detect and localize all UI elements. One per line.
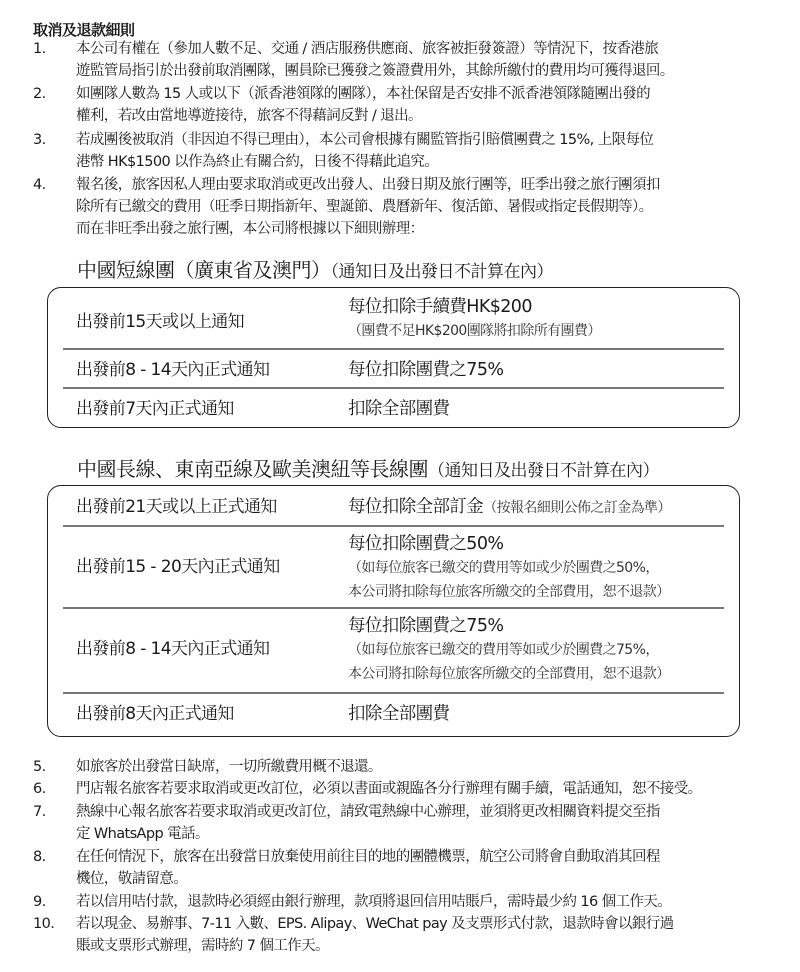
table-row-notice: 出發前15天或以上通知 [76, 312, 245, 332]
table-row-notice: 出發前15 - 20天內正式通知 [76, 557, 280, 577]
item-number: 7. [33, 804, 46, 820]
item-number: 9. [33, 894, 46, 910]
section1-title: 中國短線團（廣東省及澳門） [77, 258, 331, 282]
item-line: 除所有已繳交的費用（旺季日期指新年、聖誕節、農曆新年、復活節、暑假或指定長假期等）。 [76, 199, 653, 215]
item-number: 6. [33, 781, 46, 797]
row-divider [63, 387, 724, 389]
table-row-notice: 出發前8 - 14天內正式通知 [76, 639, 270, 659]
row-divider [63, 607, 724, 609]
row-divider [63, 348, 724, 350]
item-number: 1. [33, 41, 46, 57]
section2-title: 中國長線、東南亞線及歐美澳紐等長線團 [77, 457, 428, 481]
item-number: 8. [33, 849, 46, 865]
charge-note: （如每位旅客已繳交的費用等如或少於團費之75%， [348, 642, 659, 658]
item-number: 3. [33, 132, 46, 148]
charge-note: （如每位旅客已繳交的費用等如或少於團費之50%， [348, 560, 659, 576]
charge-note: 本公司將扣除每位旅客所繳交的全部費用，恕不退款） [348, 584, 670, 600]
section1-note: （通知日及出發日不計算在內） [330, 262, 553, 282]
section1-table [47, 287, 740, 428]
item-line: 機位，敬請留意。 [76, 871, 188, 887]
table-row-notice: 出發前7天內正式通知 [76, 399, 234, 419]
item-line: 門店報名旅客若要求取消或更改訂位，必須以書面或親臨各分行辦理有關手續，電話通知，恕不接受。 [76, 781, 702, 797]
charge-note: （按報名細則公佈之訂金為準） [483, 500, 671, 516]
item-line: 報名後，旅客因私人理由要求取消或更改出發人、出發日期及旅行團等，旺季出發之旅行團須扣 [76, 177, 660, 193]
page-title: 取消及退款細則 [33, 21, 135, 39]
item-line: 定 WhatsApp 電話。 [76, 826, 209, 842]
charge-note: （團費不足HK$200團隊將扣除所有團費） [348, 323, 601, 339]
item-line: 在任何情況下，旅客在出發當日放棄使用前往目的地的團體機票，航空公司將會自動取消其回程 [76, 849, 660, 865]
item-line: 遊監管局指引於出發前取消團隊，團員除已獲發之簽證費用外，其餘所繳付的費用均可獲得退回。 [76, 63, 674, 79]
section2-heading [77, 453, 659, 482]
item-line: 本公司有權在（參加人數不足、交通 / 酒店服務供應商、旅客被拒發簽證）等情況下，按香港旅 [76, 41, 659, 57]
charge-text: 每位扣除全部訂金 [348, 497, 484, 517]
charge-text: 每位扣除團費之75% [348, 616, 504, 636]
item-line: 若以現金、易辦事、7-11 入數、EPS. Alipay、WeChat pay 及支票形式付款，退款時會以銀行過 [76, 916, 674, 932]
charge-text: 扣除全部團費 [348, 704, 450, 724]
section1-heading [77, 254, 553, 283]
table-row-notice: 出發前8天內正式通知 [76, 704, 234, 724]
charge-text: 扣除全部團費 [348, 399, 450, 419]
charge-text: 每位扣除團費之75% [348, 360, 504, 380]
item-line: 若成團後被取消（非因迫不得已理由），本公司會根據有關監管指引賠償團費之 15%, 上限每位 [76, 132, 654, 148]
item-line: 如旅客於出發當日缺席，一切所繳費用概不退還。 [76, 759, 382, 775]
row-divider [63, 525, 724, 527]
item-line: 而在非旺季出發之旅行團，本公司將根據以下細則辦理： [76, 221, 424, 237]
item-number: 5. [33, 759, 46, 775]
item-line: 如團隊人數為 15 人或以下（派香港領隊的團隊），本社保留是否安排不派香港領隊隨團出發的 [76, 86, 651, 102]
charge-note: 本公司將扣除每位旅客所繳交的全部費用，恕不退款） [348, 666, 670, 682]
table-row-notice: 出發前21天或以上正式通知 [76, 497, 277, 517]
item-line: 若以信用咭付款，退款時必須經由銀行辦理，款項將退回信用咭賬戶，需時最少約 16 個工作天。 [76, 894, 672, 910]
item-number: 2. [33, 86, 46, 102]
item-line: 港幣 HK$1500 以作為終止有關合約，日後不得藉此追究。 [76, 154, 439, 170]
charge-text: 每位扣除手續費HK$200 [348, 297, 532, 317]
item-line: 權利，若改由當地導遊接待，旅客不得藉詞反對 / 退出。 [76, 108, 422, 124]
item-number: 10. [33, 916, 55, 932]
item-line: 熱線中心報名旅客若要求取消或更改訂位，請致電熱線中心辦理，並須將更改相關資料提交至指 [76, 804, 660, 820]
item-line: 賬或支票形式辦理，需時約 7 個工作天。 [76, 938, 329, 954]
item-number: 4. [33, 177, 46, 193]
section2-table [47, 485, 740, 737]
table-row-notice: 出發前8 - 14天內正式通知 [76, 360, 270, 380]
row-divider [63, 692, 724, 694]
charge-text: 每位扣除團費之50% [348, 534, 504, 554]
section2-note: （通知日及出發日不計算在內） [428, 461, 659, 481]
table-row-charge [348, 295, 601, 343]
